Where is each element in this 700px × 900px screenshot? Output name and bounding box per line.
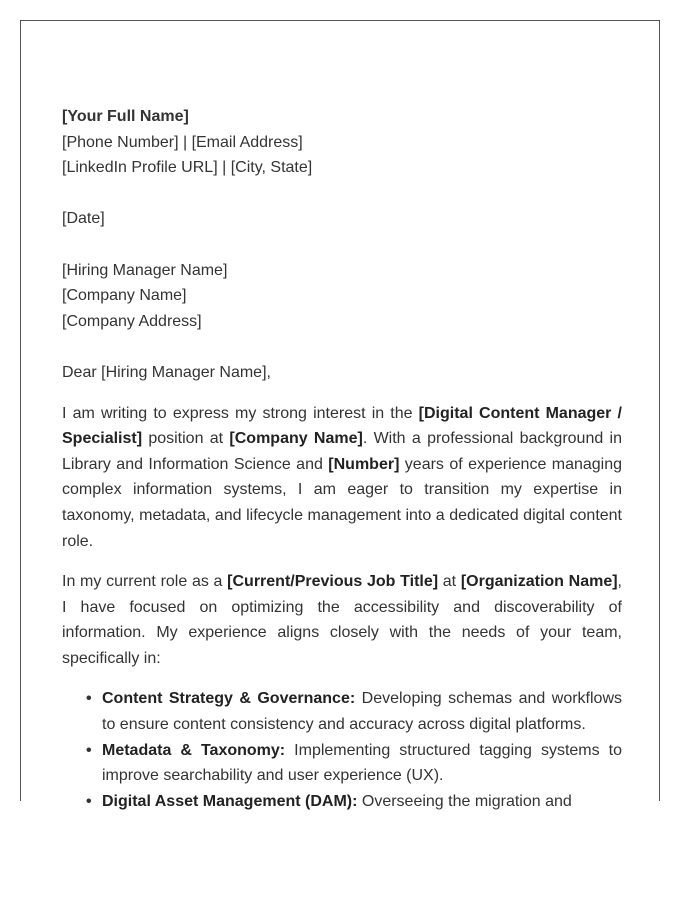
city-state: [City, State] <box>230 159 313 177</box>
bold-organization-name: [Organization Name] <box>460 573 618 591</box>
phone-email-line <box>62 130 622 156</box>
text-segment: In my current role as a <box>62 573 228 591</box>
text-segment: years of experience managing complex information systems, I am eager to transition my expertise in taxonomy, metadata, and lifecycle management into a dedicated digital content role. <box>62 455 623 550</box>
bullet-marker: • <box>86 690 92 708</box>
paragraph-experience <box>62 569 622 671</box>
recipient-block <box>62 258 622 335</box>
company-name: [Company Name] <box>62 287 187 305</box>
bold-company-name: [Company Name] <box>229 430 363 448</box>
list-item-title: Content Strategy & Governance: <box>102 690 356 708</box>
phone-number: [Phone Number] <box>62 133 179 151</box>
list-item <box>86 738 623 789</box>
contact-header <box>62 104 622 181</box>
list-item-text: Overseeing the migration and <box>357 792 572 810</box>
list-item-text: Developing schemas and workflows to ensure content consistency and accuracy across digital platforms. <box>102 690 623 734</box>
list-item <box>86 789 622 815</box>
text-segment: . With a professional background in Library and Information Science and <box>62 430 623 473</box>
text-segment: , I have focused on optimizing the accessibility and discoverability of information. My experience aligns closely with the needs of your team, specifically in: <box>62 573 622 667</box>
list-item <box>86 686 623 737</box>
bold-current-job-title: [Current/Previous Job Title] <box>227 573 439 591</box>
hiring-manager-name: [Hiring Manager Name] <box>62 261 228 279</box>
linkedin-url: [LinkedIn Profile URL] <box>62 159 218 177</box>
list-item-title: Metadata & Taxonomy: <box>102 741 286 759</box>
text-segment: position at <box>142 430 230 448</box>
salutation: Dear [Hiring Manager Name], <box>62 363 271 381</box>
separator: | <box>178 133 192 151</box>
bullet-marker: • <box>86 792 92 810</box>
skills-list <box>62 686 622 814</box>
full-name: [Your Full Name] <box>62 108 189 125</box>
cover-letter-body <box>62 104 622 814</box>
text-segment: at <box>438 573 461 591</box>
date-line: [Date] <box>62 210 105 228</box>
document-page <box>20 20 660 810</box>
bold-job-title: [Digital Content Manager / Specialist] <box>62 404 622 448</box>
linkedin-city-line <box>62 155 622 181</box>
bold-number: [Number] <box>328 455 400 473</box>
separator: | <box>217 159 231 177</box>
email-address: [Email Address] <box>191 133 303 151</box>
list-item-text: Implementing structured tagging systems to improve searchability and user experience (UX). <box>102 741 623 785</box>
text-segment: I am writing to express my strong interest in the <box>62 404 419 422</box>
bullet-marker: • <box>86 741 92 759</box>
paragraph-intro <box>62 401 622 555</box>
list-item-title: Digital Asset Management (DAM): <box>102 792 358 810</box>
company-address: [Company Address] <box>62 312 202 330</box>
